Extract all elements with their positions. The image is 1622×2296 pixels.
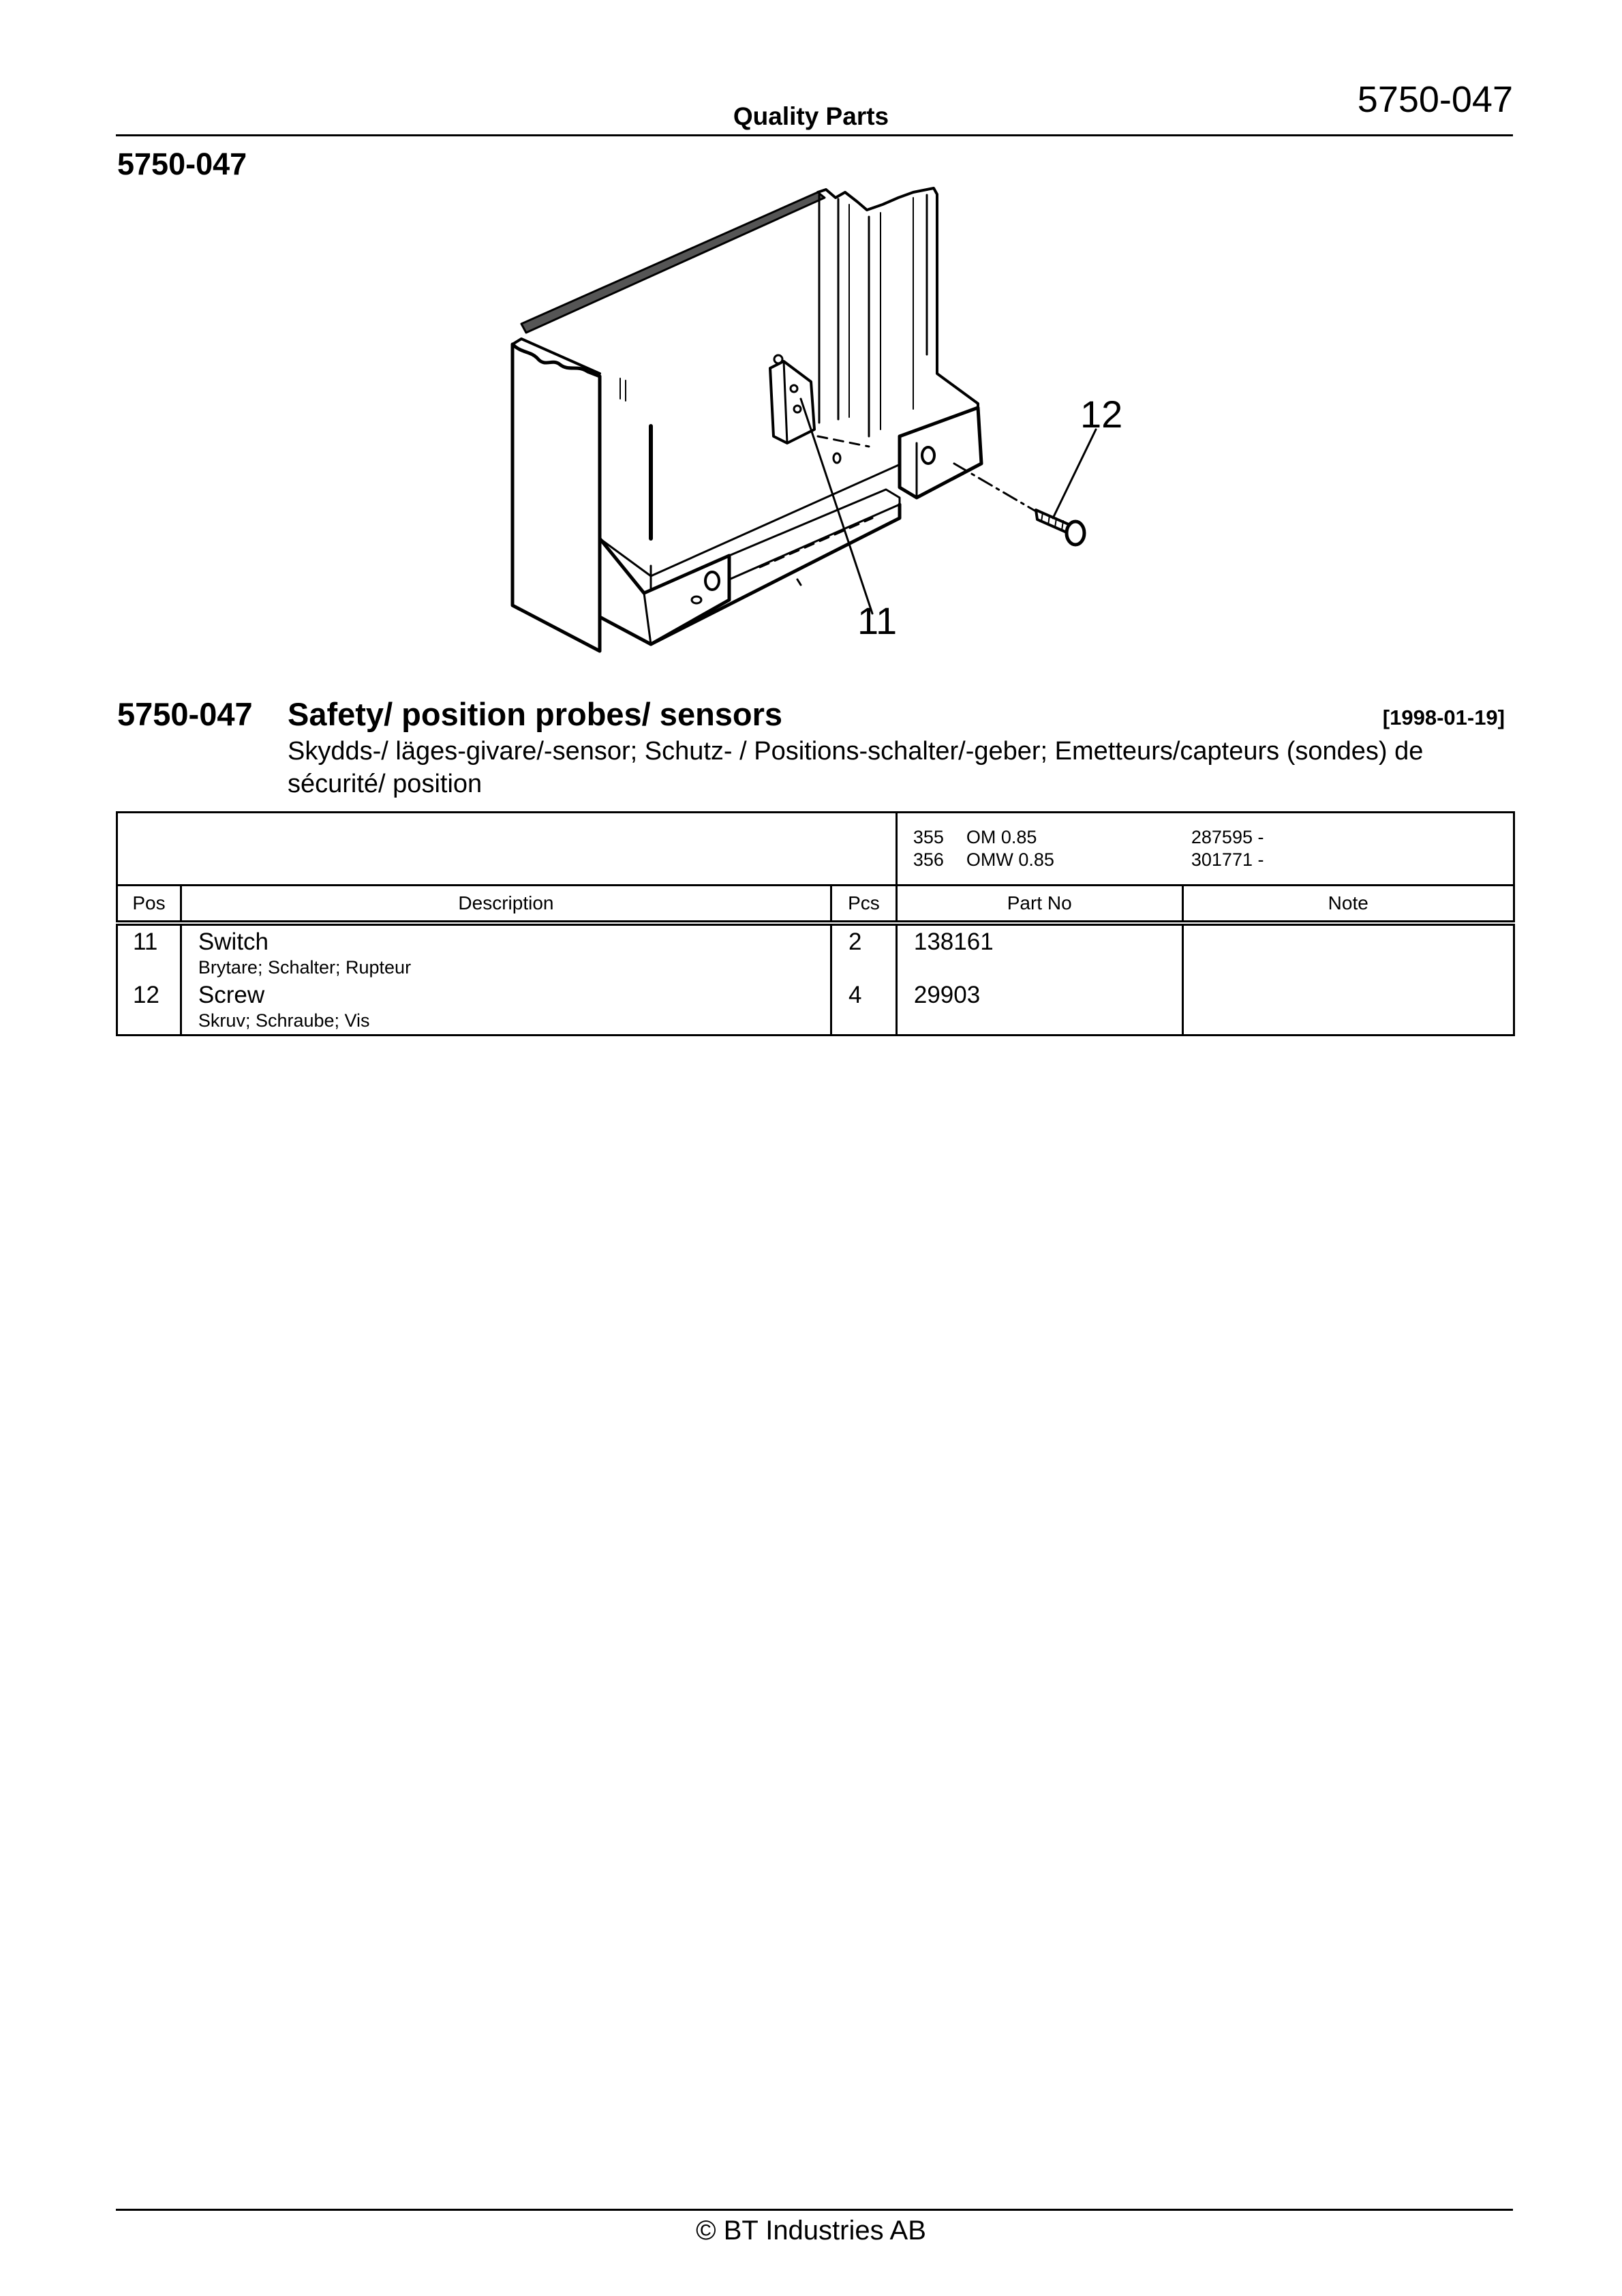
desc-translations: Brytare; Schalter; Rupteur [198,957,412,978]
header-doc-number: 5750-047 [1357,79,1513,120]
cell-partno: 29903 [896,979,1182,1036]
model-line [913,826,1512,849]
cell-note [1182,923,1514,979]
left-end-wall [512,344,600,651]
right-end-block [900,408,981,498]
cell-description [181,923,831,979]
section-date: [1998-01-19] [1382,706,1505,729]
section-code: 5750-047 [117,696,253,732]
figure-label: 5750-047 [117,147,247,181]
col-header-description: Description [181,886,831,924]
desc-translations: Skruv; Schraube; Vis [198,1010,370,1031]
model-serial: 301771 - [1191,849,1264,870]
cell-pos: 11 [117,923,181,979]
table-header [117,886,1514,924]
model-list [896,813,1514,886]
cell-partno: 138161 [896,923,1182,979]
model-number: 355 [913,827,944,847]
top-rail [521,192,825,333]
col-header-note: Note [1182,886,1514,924]
col-header-partno: Part No [896,886,1182,924]
model-row [117,813,1514,886]
table-row [117,979,1514,1036]
table-row [117,923,1514,979]
model-name: OM 0.85 [966,827,1037,847]
footer-rule [116,2209,1513,2211]
col-header-pos: Pos [117,886,181,924]
header-title: Quality Parts [733,102,889,130]
cell-description [181,979,831,1036]
desc-main: Screw [198,982,265,1008]
cell-pcs: 2 [831,923,897,979]
cell-pos: 12 [117,979,181,1036]
col-header-pcs: Pcs [831,886,897,924]
callout-11: 11 [857,599,898,642]
footer-copyright: © BT Industries AB [696,2216,926,2246]
model-name: OMW 0.85 [966,849,1054,870]
model-serial: 287595 - [1191,827,1264,847]
parts-table [116,811,1515,1036]
section-title: Safety/ position probes/ sensors [288,696,783,732]
exploded-view-drawing [0,0,1622,682]
front-beam [600,539,729,644]
section-translations: Skydds-/ läges-givare/-sensor; Schutz- / Positions-schalter/-geber; Emetteurs/capteurs (sondes) de sécurité/ position [288,737,1424,798]
desc-main: Switch [198,928,269,955]
cell-pcs: 4 [831,979,897,1036]
callout-12: 12 [1080,393,1123,436]
model-line [913,849,1512,871]
model-number: 356 [913,849,944,870]
cell-note [1182,979,1514,1036]
switch-part [770,361,814,443]
model-blank-cell [117,813,897,886]
